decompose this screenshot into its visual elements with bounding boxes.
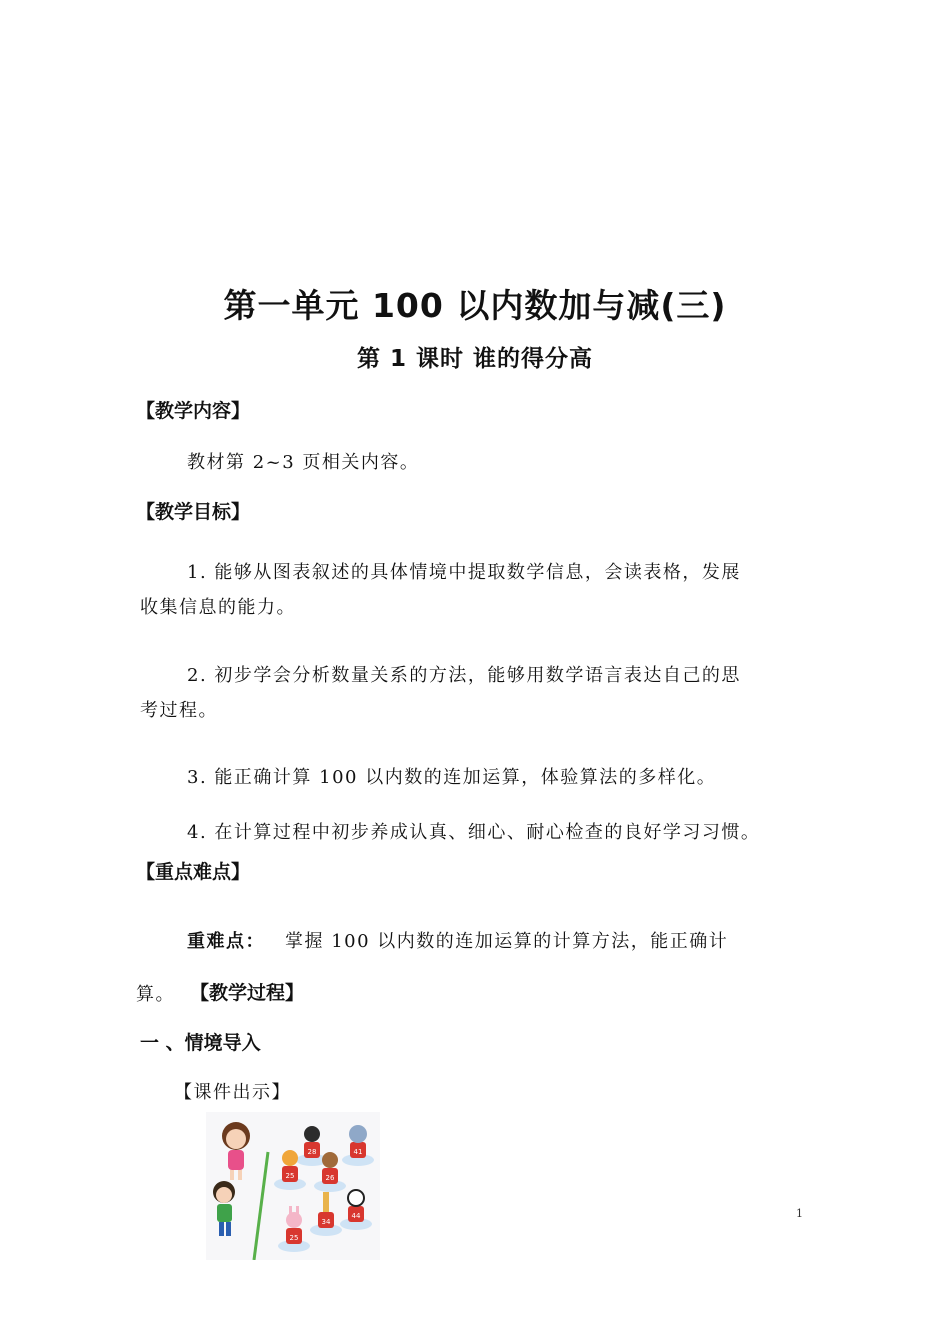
goal-2-line-2: 考过程。 xyxy=(140,700,218,721)
lesson-subtitle: 第 1 课时 谁的得分高 xyxy=(356,346,594,372)
keypoints-text-2: 算。 xyxy=(136,984,175,1005)
teaching-process-heading: 【教学过程】 xyxy=(190,982,305,1004)
teaching-content-text: 教材第 2~3 页相关内容。 xyxy=(187,452,420,473)
teaching-content-heading: 【教学内容】 xyxy=(136,400,251,422)
target-number: 34 xyxy=(321,1218,331,1226)
goal-3: 3. 能正确计算 100 以内数的连加运算，体验算法的多样化。 xyxy=(187,767,717,788)
target-number: 41 xyxy=(353,1148,363,1156)
courseware-label: 【课件出示】 xyxy=(174,1082,291,1103)
goal-1-line-1: 1. 能够从图表叙述的具体情境中提取数学信息，会读表格，发展 xyxy=(187,562,741,583)
unit-title: 第一单元 100 以内数加与减(三) xyxy=(223,286,727,325)
target-number: 28 xyxy=(307,1148,317,1156)
ring-toss-illustration xyxy=(206,1112,380,1260)
teaching-goals-heading: 【教学目标】 xyxy=(136,501,251,523)
page-number: 1 xyxy=(796,1207,803,1220)
keypoints-label: 重难点： xyxy=(187,931,265,952)
keypoints-text-1: 掌握 100 以内数的连加运算的计算方法，能正确计 xyxy=(285,931,729,952)
target-number: 44 xyxy=(351,1212,361,1220)
goal-2-line-1: 2. 初步学会分析数量关系的方法，能够用数学语言表达自己的思 xyxy=(187,665,741,686)
target-number: 25 xyxy=(285,1172,295,1180)
keypoints-heading: 【重点难点】 xyxy=(136,861,251,883)
goal-4: 4. 在计算过程中初步养成认真、细心、耐心检查的良好学习习惯。 xyxy=(187,822,761,843)
step-1-heading: 一 、情境导入 xyxy=(140,1032,261,1054)
goal-1-line-2: 收集信息的能力。 xyxy=(140,597,296,618)
target-number: 25 xyxy=(289,1234,299,1242)
target-number: 26 xyxy=(325,1174,335,1182)
